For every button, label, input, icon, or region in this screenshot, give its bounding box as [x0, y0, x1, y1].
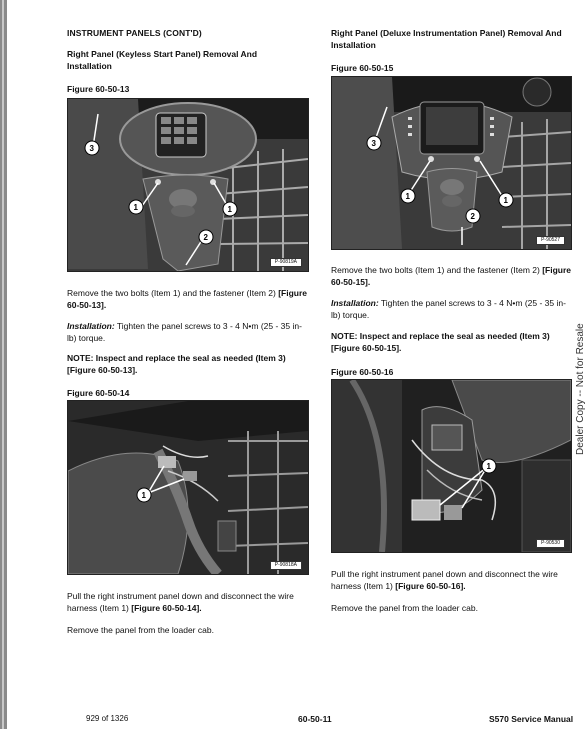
paragraph-text: Pull the right instrument panel down and disconnect the wire harness (Item 1) [331, 569, 558, 591]
callout-1-icon [499, 193, 513, 207]
callout-3-icon [85, 141, 99, 155]
callout-number: 1 [486, 462, 491, 471]
installation-label: Installation: [331, 298, 379, 308]
paragraph-text: Remove the two bolts (Item 1) and the fastener (Item 2) [67, 288, 279, 298]
keyless-panel-photo [68, 99, 308, 271]
figure-reference: [Figure 60-50-13]. [67, 288, 307, 310]
figure-reference: [Figure 60-50-15]. [331, 265, 571, 287]
figure-60-50-14 [67, 400, 309, 575]
callout-number: 1 [227, 205, 232, 214]
paragraph-text: Pull the right instrument panel down and disconnect the wire harness (Item 1) [67, 591, 294, 613]
callout-2-icon [466, 209, 480, 223]
footer-page-count: 929 of 1326 [86, 714, 129, 723]
installation-text: Tighten the panel screws to 3 - 4 N•m (25 - 35 in-lb) torque. [67, 321, 302, 343]
figure-code: P-90527 [536, 236, 565, 245]
right-installation-paragraph [331, 297, 571, 321]
callout-number: 1 [141, 491, 146, 500]
left-figure-1-label: Figure 60-50-13 [67, 84, 130, 94]
callout-number: 2 [470, 212, 475, 221]
right-subtitle: Right Panel (Deluxe Instrumentation Panel) Removal And Installation [331, 28, 562, 50]
figure-60-50-15 [331, 76, 572, 250]
footer-manual-title: S570 Service Manual [489, 714, 574, 724]
left-subtitle: Right Panel (Keyless Start Panel) Removal And Installation [67, 49, 258, 71]
figure-code: P-90819A [270, 258, 302, 267]
paragraph-text: Remove the two bolts (Item 1) and the fastener (Item 2) [331, 265, 543, 275]
right-disconnect-paragraph [331, 568, 571, 592]
figure-reference: [Figure 60-50-14]. [131, 603, 202, 613]
left-figure-2-label: Figure 60-50-14 [67, 388, 130, 398]
callout-number: 3 [371, 139, 376, 148]
footer-section-number: 60-50-11 [298, 714, 332, 724]
figure-60-50-16 [331, 379, 572, 553]
left-installation-paragraph [67, 320, 307, 344]
figure-60-50-13 [67, 98, 309, 272]
wire-harness-photo [68, 401, 308, 574]
deluxe-wire-harness-photo [332, 380, 571, 552]
right-figure-1-label: Figure 60-50-15 [331, 63, 394, 73]
page-edge-bar [0, 0, 7, 729]
callout-1-icon [137, 488, 151, 502]
callout-number: 1 [405, 192, 410, 201]
callout-number: 3 [89, 144, 94, 153]
right-removal-paragraph [331, 264, 571, 288]
figure-code: P-90530 [536, 539, 565, 548]
left-remove-paragraph: Remove the panel from the loader cab. [67, 625, 214, 635]
callout-number: 1 [503, 196, 508, 205]
deluxe-panel-photo [332, 77, 571, 249]
callout-number: 1 [133, 203, 138, 212]
installation-text: Tighten the panel screws to 3 - 4 N•m (25 - 35 in-lb) torque. [331, 298, 566, 320]
right-remove-paragraph: Remove the panel from the loader cab. [331, 603, 478, 613]
callout-1-icon [129, 200, 143, 214]
callout-2-icon [199, 230, 213, 244]
installation-label: Installation: [67, 321, 115, 331]
callout-1-icon [482, 459, 496, 473]
figure-reference: [Figure 60-50-16]. [395, 581, 466, 591]
callout-1-icon [401, 189, 415, 203]
left-note: NOTE: Inspect and replace the seal as needed (Item 3) [Figure 60-50-13]. [67, 353, 286, 375]
left-disconnect-paragraph [67, 590, 307, 614]
callout-3-icon [367, 136, 381, 150]
callout-number: 2 [203, 233, 208, 242]
right-note: NOTE: Inspect and replace the seal as needed (Item 3) [Figure 60-50-15]. [331, 331, 550, 353]
side-watermark: Dealer Copy -- Not for Resale [575, 323, 586, 455]
figure-code: P-90818A [270, 561, 302, 570]
right-figure-2-label: Figure 60-50-16 [331, 367, 394, 377]
callout-1-icon [223, 202, 237, 216]
section-title: INSTRUMENT PANELS (CONT'D) [67, 28, 202, 38]
left-removal-paragraph [67, 287, 307, 311]
